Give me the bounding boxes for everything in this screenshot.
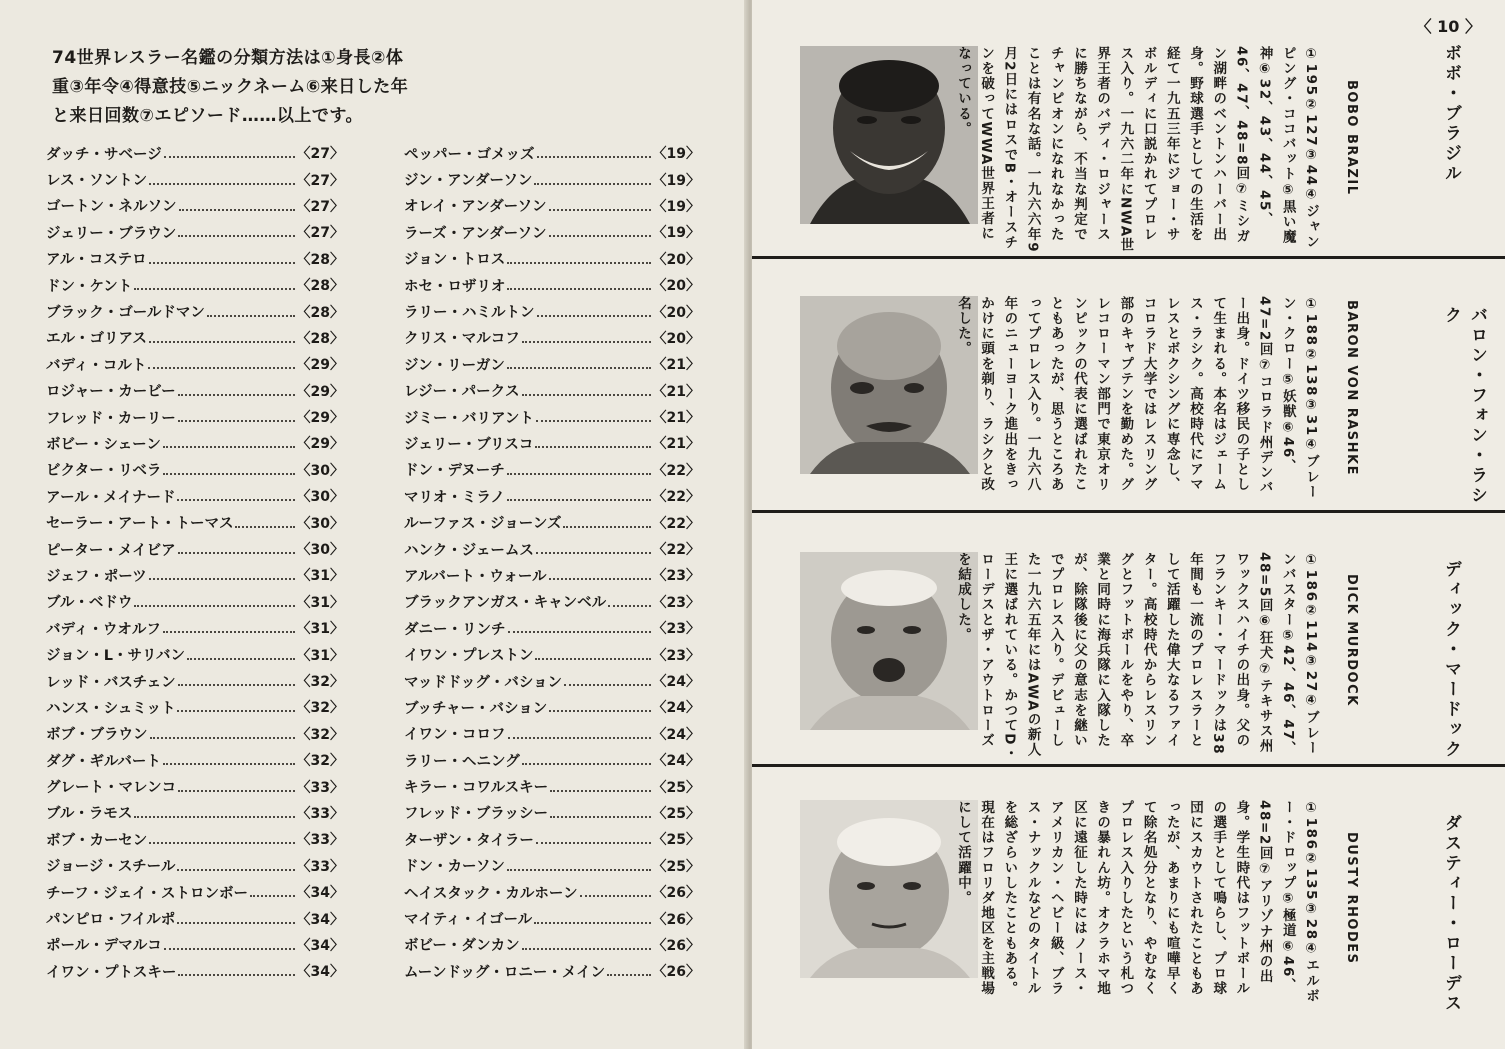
- index-page-number: 〈28〉: [296, 330, 344, 347]
- index-row: [46, 721, 344, 747]
- index-page-number: 〈32〉: [296, 753, 344, 770]
- index-row: [46, 694, 344, 720]
- index-row: [404, 826, 700, 852]
- index-row: [404, 853, 700, 879]
- wrestler-index-name: オレイ・アンダーソン: [404, 199, 547, 216]
- wrestler-index-name: キラー・コワルスキー: [404, 780, 549, 797]
- index-page-number: 〈29〉: [296, 410, 344, 427]
- index-row: [46, 219, 344, 245]
- index-row: [404, 325, 700, 351]
- index-row: [46, 430, 344, 456]
- index-row: [46, 536, 344, 562]
- wrestler-index-name: エル・ゴリアス: [46, 331, 147, 348]
- leader-dots: [149, 262, 295, 264]
- wrestler-index-name: ヘイスタック・カルホーン: [404, 885, 578, 902]
- index-page-number: 〈30〉: [296, 489, 344, 506]
- index-row: [46, 509, 344, 535]
- wrestler-index-name: ロジャー・カービー: [46, 384, 176, 401]
- wrestler-index-name: ハンス・シュミット: [46, 700, 176, 717]
- index-page-number: 〈29〉: [296, 357, 344, 374]
- wrestler-index-name: ブラックアンガス・キャンベル: [404, 595, 607, 612]
- wrestler-index-name: ダッチ・サベージ: [46, 146, 162, 163]
- leader-dots: [177, 499, 294, 501]
- wrestler-index-name: ラリー・ハミルトン: [404, 305, 535, 322]
- wrestler-index-name: セーラー・アート・トーマス: [46, 516, 234, 533]
- index-page-number: 〈24〉: [652, 753, 700, 770]
- wrestler-index-name: ポール・デマルコ: [46, 938, 162, 955]
- index-row: [404, 166, 700, 192]
- leader-dots: [178, 420, 295, 422]
- index-page-number: 〈27〉: [296, 225, 344, 242]
- index-row: [46, 298, 344, 324]
- leader-dots: [522, 763, 651, 765]
- index-page-number: 〈27〉: [296, 172, 344, 189]
- leader-dots: [507, 367, 651, 369]
- index-page-number: 〈24〉: [652, 700, 700, 717]
- leader-dots: [550, 816, 651, 818]
- index-row: [46, 562, 344, 588]
- wrestler-name: ダスティー・ローデス: [1441, 814, 1461, 1014]
- index-page-number: 〈31〉: [296, 621, 344, 638]
- index-row: [404, 483, 700, 509]
- wrestler-index-name: ドン・デヌーチ: [404, 463, 505, 480]
- wrestler-index-name: バディ・ウオルフ: [46, 621, 161, 638]
- wrestler-index-name: ジェリー・ブリスコ: [404, 436, 534, 453]
- index-page-number: 〈25〉: [652, 858, 700, 875]
- index-row: [404, 694, 700, 720]
- index-page-number: 〈19〉: [652, 146, 700, 163]
- wrestler-index-name: ゴートン・ネルソン: [46, 199, 177, 216]
- index-page-number: 〈24〉: [652, 726, 700, 743]
- leader-dots: [536, 420, 651, 422]
- index-page-number: 〈28〉: [296, 251, 344, 268]
- wrestler-index-name: グレート・マレンコ: [46, 780, 177, 797]
- index-page-number: 〈33〉: [296, 805, 344, 822]
- wrestler-index-name: ルーファス・ジョーンズ: [404, 516, 562, 533]
- index-page-number: 〈33〉: [296, 858, 344, 875]
- leader-dots: [134, 288, 294, 290]
- wrestler-index-name: ペッパー・ゴメッズ: [404, 146, 535, 163]
- index-row: [404, 641, 700, 667]
- index-page-number: 〈22〉: [652, 489, 700, 506]
- leader-dots: [178, 394, 295, 396]
- wrestler-bio: ①186②135③28④エルボー・ドロップ⑤極道⑥46、48=2回⑦アリゾナ州の出身。学生時代はフットボールの選手として鳴らし、プロ球団にスカウトされたこともあったが、あまりにも喧嘩早くて除名処分となり、やむなくプロレス入りしたという札つきの暴れん坊。オクラホマ地区に遠征した時にはノース・アメリカン・ヘビー級、ブラス・ナックルなどのタイトルを総ざらいしたこともある。現在はフロリダ地区を主戦場にして活躍中。: [954, 800, 1319, 1004]
- index-page-number: 〈34〉: [296, 911, 344, 928]
- index-row: [46, 879, 344, 905]
- leader-dots: [163, 473, 294, 475]
- index-row: [46, 457, 344, 483]
- index-row: [46, 246, 344, 272]
- index-page-number: 〈25〉: [652, 805, 700, 822]
- wrestler-index-name: ジェフ・ポーツ: [46, 568, 147, 585]
- index-row: [404, 298, 700, 324]
- index-page-number: 〈23〉: [652, 594, 700, 611]
- leader-dots: [535, 658, 650, 660]
- index-row: [46, 404, 344, 430]
- index-row: [46, 800, 344, 826]
- leader-dots: [134, 605, 294, 607]
- leader-dots: [149, 183, 294, 185]
- index-row: [46, 853, 344, 879]
- leader-dots: [163, 446, 295, 448]
- index-row: [46, 747, 344, 773]
- wrestler-index-name: ホセ・ロザリオ: [404, 278, 506, 295]
- index-page-number: 〈22〉: [652, 542, 700, 559]
- index-row: [404, 536, 700, 562]
- index-page-number: 〈21〉: [652, 383, 700, 400]
- leader-dots: [163, 763, 295, 765]
- wrestler-index-name: アル・コステロ: [46, 252, 147, 269]
- wrestler-index-name: フレッド・カーリー: [46, 410, 176, 427]
- index-column-left: [46, 140, 344, 985]
- wrestler-index-name: ブル・ラモス: [46, 806, 133, 823]
- index-page-number: 〈19〉: [652, 198, 700, 215]
- index-page-number: 〈23〉: [652, 621, 700, 638]
- leader-dots: [549, 578, 651, 580]
- wrestler-name: ボボ・ブラジル: [1441, 44, 1461, 184]
- wrestler-index-name: ボブ・カーセン: [46, 832, 148, 849]
- index-page-number: 〈30〉: [296, 462, 344, 479]
- leader-dots: [178, 974, 294, 976]
- wrestler-name-roman: BARON VON RASHKE: [1344, 300, 1359, 476]
- leader-dots: [508, 737, 651, 739]
- index-page-number: 〈27〉: [296, 146, 344, 163]
- wrestler-index-name: アルバート・ウォール: [404, 568, 547, 585]
- wrestler-entry: [752, 768, 1505, 1049]
- leader-dots: [535, 446, 650, 448]
- index-row: [46, 483, 344, 509]
- wrestler-index-name: ドン・カーソン: [404, 859, 505, 876]
- index-page-number: 〈20〉: [652, 304, 700, 321]
- index-page-number: 〈34〉: [296, 885, 344, 902]
- index-row: [404, 747, 700, 773]
- leader-dots: [507, 499, 651, 501]
- wrestler-name: バロン・フォン・ラシク: [1441, 306, 1487, 506]
- index-page-number: 〈23〉: [652, 568, 700, 585]
- index-page-number: 〈26〉: [652, 885, 700, 902]
- leader-dots: [537, 315, 651, 317]
- leader-dots: [564, 684, 650, 686]
- index-row: [404, 589, 700, 615]
- wrestler-index-name: ビクター・リベラ: [46, 463, 162, 480]
- wrestler-index-name: ボブ・ブラウン: [46, 727, 148, 744]
- index-row: [404, 193, 700, 219]
- index-page-number: 〈19〉: [652, 172, 700, 189]
- index-page-number: 〈24〉: [652, 674, 700, 690]
- leader-dots: [149, 578, 295, 580]
- leader-dots: [207, 315, 295, 317]
- wrestler-bio: ①186②114③27④ブレーンバスター⑤42、46、47、48=5回⑥狂犬⑦テキサス州ワックスハイチの出身。父のフランキー・マードックは38年間も一流のプロレスラーとして活躍した偉大なるファイター。高校時代からレスリングとフットボールをやり、卒業と同時に海兵隊に入隊したが、除隊後に父の意志を継いでプロレス入り。デビューした一九六五年にはAWAの新人王に選ばれている。かつてD・ローデスとザ・アウトローズを結成した。: [954, 552, 1319, 762]
- index-row: [404, 932, 700, 958]
- wrestler-index-name: ブラック・ゴールドマン: [46, 305, 205, 322]
- wrestler-index-name: マリオ・ミラノ: [404, 489, 505, 506]
- index-row: [46, 193, 344, 219]
- index-page-number: 〈29〉: [296, 383, 344, 400]
- leader-dots: [522, 948, 651, 950]
- wrestler-index-name: クリス・マルコフ: [404, 331, 520, 348]
- entry-divider: [752, 256, 1505, 259]
- leader-dots: [550, 790, 650, 792]
- entry-divider: [752, 764, 1505, 767]
- wrestler-index-name: ブル・ベドウ: [46, 595, 133, 612]
- leader-dots: [250, 895, 295, 897]
- wrestler-bio: ①195②127③44④ジャンピング・ココバット⑤黒い魔神⑥32、43、44、45、46、47、48=8回⑦ミシガン湖畔のベントンハーバー出身。野球選手としての生活を経て一九五三年にジョー・サボルディに口説かれてプロレス入り。一九六二年にNWA世界王者のバディ・ロジャースに勝ちながら、不当な判定でチャンピオンになれなかったことは有名な話。一九六六年9月2日にはロスでB・オースチンを破ってWWA世界王者になっている。: [954, 46, 1319, 254]
- index-page-number: 〈32〉: [296, 674, 344, 690]
- index-row: [46, 378, 344, 404]
- wrestler-index-name: ムーンドッグ・ロニー・メイン: [404, 964, 606, 981]
- leader-dots: [508, 631, 651, 633]
- index-page-number: 〈25〉: [652, 832, 700, 849]
- index-row: [46, 615, 344, 641]
- leader-dots: [178, 552, 295, 554]
- index-page-number: 〈31〉: [296, 647, 344, 664]
- index-row: [404, 800, 700, 826]
- leader-dots: [608, 605, 650, 607]
- wrestler-entry: [752, 260, 1505, 512]
- index-row: [404, 562, 700, 588]
- wrestler-index-name: レス・ソントン: [46, 173, 148, 190]
- wrestler-index-name: マイティ・イゴール: [404, 912, 533, 929]
- wrestler-index-name: ドン・ケント: [46, 278, 133, 295]
- index-page-number: 〈33〉: [296, 832, 344, 849]
- wrestler-index-name: チーフ・ジェイ・ストロンボー: [46, 885, 248, 902]
- index-page-number: 〈31〉: [296, 594, 344, 611]
- leader-dots: [149, 341, 295, 343]
- wrestler-index-name: ボビー・ダンカン: [404, 938, 520, 955]
- wrestler-index-name: レジー・パークス: [404, 384, 520, 401]
- page-number: 〈 10 〉: [1415, 17, 1481, 36]
- leader-dots: [178, 684, 295, 686]
- wrestler-index-name: パンピロ・フイルポ: [46, 912, 176, 929]
- wrestler-entry: [752, 0, 1505, 258]
- wrestler-index-name: ジミー・バリアント: [404, 410, 534, 427]
- left-page: [0, 0, 748, 1049]
- index-row: [404, 668, 700, 694]
- leader-dots: [534, 183, 650, 185]
- wrestler-name: ディック・マードック: [1441, 560, 1461, 760]
- wrestler-index-name: レッド・バスチェン: [46, 674, 176, 691]
- index-row: [404, 509, 700, 535]
- index-page-number: 〈20〉: [652, 251, 700, 268]
- index-page-number: 〈23〉: [652, 647, 700, 664]
- index-row: [46, 905, 344, 931]
- index-row: [404, 272, 700, 298]
- leader-dots: [178, 790, 294, 792]
- index-row: [404, 404, 700, 430]
- index-row: [46, 272, 344, 298]
- leader-dots: [507, 473, 651, 475]
- wrestler-index-name: ブッチャー・バション: [404, 700, 548, 717]
- index-row: [46, 958, 344, 984]
- index-row: [404, 430, 700, 456]
- index-page-number: 〈32〉: [296, 726, 344, 743]
- wrestler-entry: [752, 514, 1505, 766]
- index-page-number: 〈32〉: [296, 700, 344, 717]
- wrestler-bio: ①188②138③31④ブレーン・クロー⑤妖獣⑥46、47=2回⑦コロラド州デンバー出身。ドイツ移民の子として生まれる。本名はジェームス・ラシク。高校時代にアマレスとボクシングに専念し、コロラド大学ではレスリング部のキャプテンを勤めた。グレコローマン部門で東京オリンピックの代表に選ばれたこともあったが、思うところあってプロレス入り。一九六八年のニューヨーク進出をきっかけに頭を剃り、ラシクと改名した。: [954, 296, 1319, 500]
- index-page-number: 〈29〉: [296, 436, 344, 453]
- index-page-number: 〈25〉: [652, 779, 700, 796]
- wrestler-index-name: ジョン・L・サリバン: [46, 648, 186, 665]
- leader-dots: [187, 658, 295, 660]
- wrestler-index-name: ボビー・シェーン: [46, 436, 161, 453]
- index-row: [46, 166, 344, 192]
- wrestler-index-name: ピーター・メイビア: [46, 542, 176, 559]
- leader-dots: [149, 842, 294, 844]
- index-page-number: 〈26〉: [652, 911, 700, 928]
- leader-dots: [563, 526, 650, 528]
- leader-dots: [148, 367, 294, 369]
- index-page-number: 〈31〉: [296, 568, 344, 585]
- index-row: [46, 140, 344, 166]
- wrestler-index-name: アール・メイナード: [46, 489, 176, 506]
- index-row: [404, 140, 700, 166]
- index-row: [404, 351, 700, 377]
- leader-dots: [549, 235, 651, 237]
- index-page-number: 〈21〉: [652, 357, 700, 374]
- index-row: [404, 219, 700, 245]
- leader-dots: [536, 842, 651, 844]
- wrestler-index-name: ラーズ・アンダーソン: [404, 225, 547, 242]
- wrestler-index-name: マッドドッグ・バション: [404, 674, 563, 691]
- wrestler-name-roman: DUSTY RHODES: [1344, 832, 1359, 965]
- entry-divider: [752, 510, 1505, 513]
- index-row: [404, 905, 700, 931]
- intro-text: 74世界レスラー名鑑の分類方法は①身長②体重③年令④得意技⑤ニックネーム⑥来日した年と来日回数⑦エピソード……以上です。: [52, 48, 409, 126]
- index-page-number: 〈19〉: [652, 225, 700, 242]
- leader-dots: [549, 710, 650, 712]
- index-row: [46, 932, 344, 958]
- index-row: [404, 773, 700, 799]
- index-row: [404, 721, 700, 747]
- index-row: [46, 351, 344, 377]
- leader-dots: [150, 737, 295, 739]
- index-row: [46, 773, 344, 799]
- leader-dots: [507, 262, 650, 264]
- index-page-number: 〈30〉: [296, 542, 344, 559]
- leader-dots: [522, 394, 651, 396]
- index-page-number: 〈26〉: [652, 964, 700, 981]
- index-page-number: 〈22〉: [652, 515, 700, 532]
- leader-dots: [164, 156, 295, 158]
- wrestler-index-name: イワン・プトスキー: [46, 964, 177, 981]
- leader-dots: [177, 869, 294, 871]
- wrestler-index-name: ダニー・リンチ: [404, 621, 506, 638]
- leader-dots: [536, 552, 651, 554]
- index-page-number: 〈30〉: [296, 515, 344, 532]
- wrestler-index-name: ハンク・ジェームス: [404, 542, 534, 559]
- index-row: [46, 826, 344, 852]
- wrestler-index-name: バディ・コルト: [46, 357, 147, 374]
- index-page-number: 〈28〉: [296, 304, 344, 321]
- wrestler-index-name: ジェリー・ブラウン: [46, 225, 177, 242]
- wrestler-index-name: ターザン・タイラー: [404, 832, 534, 849]
- leader-dots: [134, 816, 294, 818]
- wrestler-index-name: ラリー・ヘニング: [404, 753, 520, 770]
- leader-dots: [507, 869, 651, 871]
- index-page-number: 〈21〉: [652, 410, 700, 427]
- index-page-number: 〈33〉: [296, 779, 344, 796]
- leader-dots: [537, 156, 651, 158]
- index-row: [46, 325, 344, 351]
- index-page-number: 〈21〉: [652, 436, 700, 453]
- leader-dots: [177, 922, 294, 924]
- index-page-number: 〈27〉: [296, 198, 344, 215]
- index-row: [404, 246, 700, 272]
- wrestler-name-roman: BOBO BRAZIL: [1344, 80, 1359, 196]
- wrestler-index-name: ジョージ・スチール: [46, 859, 176, 876]
- index-page-number: 〈22〉: [652, 462, 700, 479]
- index-page-number: 〈20〉: [652, 278, 700, 295]
- wrestler-name-roman: DICK MURDOCK: [1344, 574, 1359, 707]
- index-row: [46, 641, 344, 667]
- leader-dots: [607, 974, 650, 976]
- leader-dots: [580, 895, 651, 897]
- index-row: [404, 615, 700, 641]
- wrestler-index-name: イワン・プレストン: [404, 648, 534, 665]
- wrestler-index-name: ジョン・トロス: [404, 252, 506, 269]
- index-row: [404, 958, 700, 984]
- index-page-number: 〈20〉: [652, 330, 700, 347]
- leader-dots: [507, 288, 650, 290]
- wrestler-index-name: イワン・コロフ: [404, 727, 506, 744]
- index-row: [46, 668, 344, 694]
- index-row: [404, 457, 700, 483]
- leader-dots: [549, 209, 651, 211]
- index-row: [404, 879, 700, 905]
- leader-dots: [164, 948, 295, 950]
- index-page-number: 〈34〉: [296, 937, 344, 954]
- index-column-right: [404, 140, 700, 985]
- index-page-number: 〈26〉: [652, 937, 700, 954]
- leader-dots: [235, 526, 294, 528]
- wrestler-index-name: ジン・リーガン: [404, 357, 505, 374]
- index-page-number: 〈28〉: [296, 278, 344, 295]
- leader-dots: [534, 922, 650, 924]
- leader-dots: [163, 631, 295, 633]
- leader-dots: [177, 710, 294, 712]
- leader-dots: [179, 209, 295, 211]
- index-row: [404, 378, 700, 404]
- wrestler-index-name: ダグ・ギルバート: [46, 753, 161, 770]
- wrestler-index-name: フレッド・ブラッシー: [404, 806, 548, 823]
- index-row: [46, 589, 344, 615]
- right-page: [752, 0, 1505, 1049]
- leader-dots: [178, 235, 294, 237]
- wrestler-index-name: ジン・アンダーソン: [404, 173, 533, 190]
- leader-dots: [522, 341, 651, 343]
- index-page-number: 〈34〉: [296, 964, 344, 981]
